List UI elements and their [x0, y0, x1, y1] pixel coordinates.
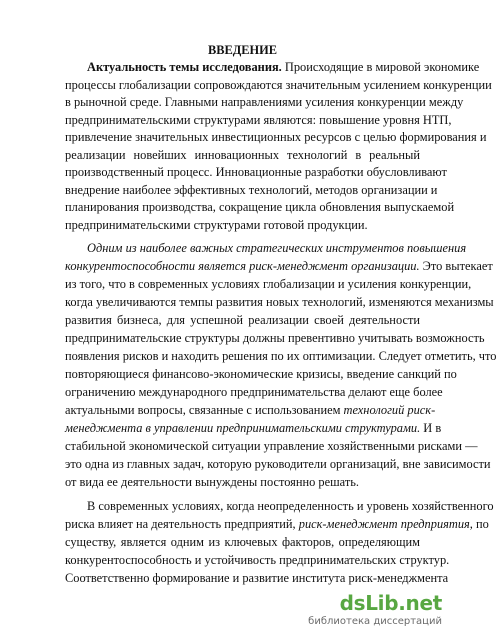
text-fragment: актуальными вопросы, связанные с использованием	[65, 403, 344, 417]
p1-l1-rest: Происходящие в мировой экономике	[284, 60, 480, 74]
text-line: в рыночной среде. Главными направлениями усиления конкуренции между	[65, 95, 464, 109]
text-line: от вида ее деятельности вынуждены постоянно решать.	[65, 475, 359, 489]
italic-phrase: риск-менеджмент предприятия,	[298, 517, 473, 531]
text-line	[65, 402, 436, 419]
text-line: появления рисков и находить решения по их оптимизации. Следует отметить, что	[65, 349, 496, 363]
paragraph-3-line-1: В современных условиях, когда неопределенность и уровень хозяйственного	[87, 499, 494, 513]
text-fragment: Это вытекает	[419, 259, 493, 273]
text-line: предпринимательские структуры должны превентивно учитывать возможность	[65, 331, 485, 345]
text-line	[65, 420, 442, 437]
text-fragment: риска влияет на деятельность предприятий,	[65, 517, 299, 531]
text-line: стабильной экономической ситуации управление хозяйственными рисками —	[65, 439, 478, 453]
text-line: существу, является одним из ключевых факторов, определяющим	[65, 535, 420, 549]
text-line	[65, 258, 493, 275]
text-line: это одна из главных задач, которую руководители организаций, вне зависимости	[65, 457, 491, 471]
text-line: Соответственно формирование и развитие института риск-менеджмента	[65, 571, 449, 585]
italic-phrase: конкурентоспособности является риск-менеджмент организации.	[65, 259, 420, 273]
document-title: ВВЕДЕНИЕ	[207, 43, 278, 57]
text-fragment: И в	[420, 421, 442, 435]
watermark-subtitle: библиотека диссертаций	[308, 616, 442, 627]
paragraph-2-line-1: Одним из наиболее важных стратегических инструментов повышения	[87, 241, 467, 255]
text-line: развития бизнеса, для успешной реализации своей деятельности	[65, 313, 420, 327]
text-line: предпринимательскими структурами являются: повышение уровня НТП,	[65, 113, 452, 127]
relevance-heading: Актуальность темы исследования.	[87, 60, 282, 74]
text-line: повторяющиеся финансово-экономические кризисы, введение санкций по	[65, 367, 457, 381]
text-fragment: по	[472, 517, 489, 531]
dslib-watermark[interactable]	[308, 591, 448, 632]
text-line: внедрение наиболее эффективных технологий, методов организации и	[65, 183, 438, 197]
italic-phrase: технологий риск-	[343, 403, 436, 417]
text-line: предпринимательскими структурами готовой продукции.	[65, 218, 368, 232]
italic-phrase: менеджмента в управлении предпринимательскими структурами.	[65, 421, 421, 435]
text-line: когда увеличиваются темпы развития новых технологий, изменяются механизмы	[65, 295, 494, 309]
text-line: конкурентоспособность и устойчивость предпринимательских структур.	[65, 553, 450, 567]
text-line: из того, что в современных условиях глобализации и усиления конкуренции,	[65, 277, 472, 291]
watermark-site-name: dsLib.net	[339, 591, 442, 615]
text-line: реализации новейших инновационных технологий в реальный	[65, 148, 420, 162]
text-line	[65, 516, 489, 533]
paragraph-1-line-1	[87, 59, 480, 76]
text-line: процессы глобализации сопровождаются значительным усилением конкуренции	[65, 78, 492, 92]
text-line: ограничению международного предпринимательства делают еще более	[65, 385, 443, 399]
text-line: производственный процесс. Инновационные разработки обусловливают	[65, 165, 447, 179]
text-line: планирования производства, сокращение цикла обновления выпускаемой	[65, 200, 455, 214]
text-line: привлечение значительных инвестиционных ресурсов с целью формирования и	[65, 130, 487, 144]
